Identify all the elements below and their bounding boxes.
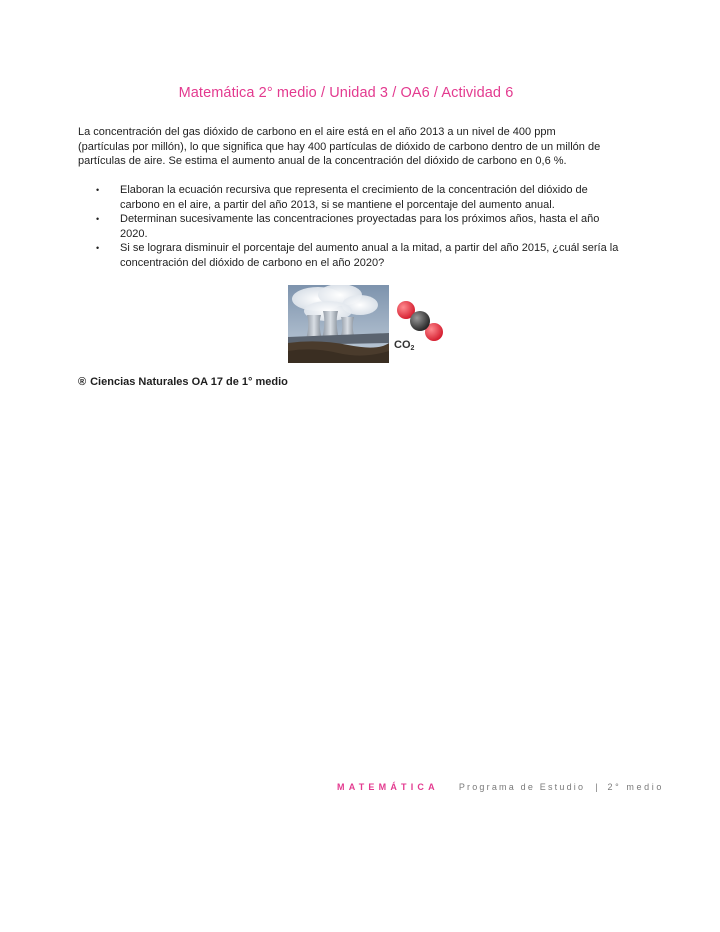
co2-molecule-icon bbox=[392, 296, 448, 352]
bullet-icon: • bbox=[96, 214, 100, 224]
svg-text:CO2 bbox=[394, 339, 415, 352]
list-item bbox=[96, 241, 620, 270]
page-title: Matemática 2° medio / Unidad 3 / OA6 / Actividad 6 bbox=[178, 85, 514, 101]
ciencias-text: Ciencias Naturales OA 17 de 1° medio bbox=[90, 376, 288, 388]
power-plant-photo bbox=[288, 285, 389, 363]
footer-grade: 2° medio bbox=[607, 782, 664, 792]
page-footer bbox=[337, 782, 664, 792]
molecule-label: CO bbox=[394, 339, 411, 351]
list-item-text: Elaboran la ecuación recursiva que representa el crecimiento de la concentración del dióxido de carbono en el aire, a partir del año 2013, si se mantiene el porcentaje del aumento anual. bbox=[120, 184, 588, 211]
footer-program: Programa de Estudio bbox=[458, 782, 586, 792]
bullet-icon: • bbox=[96, 243, 100, 253]
registered-icon: ® bbox=[78, 376, 87, 388]
list-item-text: Si se lograra disminuir el porcentaje del aumento anual a la mitad, a partir del año 2015, ¿cuál sería la concentración del dióxido de carbono en el año 2020? bbox=[120, 242, 619, 269]
footer-separator: | bbox=[595, 782, 598, 792]
list-item bbox=[96, 183, 620, 212]
footer-subject: MATEMÁTICA bbox=[337, 782, 439, 792]
list-item bbox=[96, 212, 620, 241]
ciencias-note bbox=[78, 376, 288, 388]
activity-list bbox=[96, 183, 620, 270]
bullet-icon: • bbox=[96, 185, 100, 195]
intro-paragraph: La concentración del gas dióxido de carbono en el aire está en el año 2013 a un nivel de 400 ppm (partículas por millón), lo que significa que hay 400 partículas de dióxido de carbono dentro de un millón de partículas de aire. Se estima el aumento anual de la concentración del dióxido de carbono en 0,6 %. bbox=[78, 126, 601, 167]
molecule-subscript: 2 bbox=[410, 345, 415, 352]
list-item-text: Determinan sucesivamente las concentraciones proyectadas para los próximos años, hasta el año 2020. bbox=[120, 213, 600, 240]
